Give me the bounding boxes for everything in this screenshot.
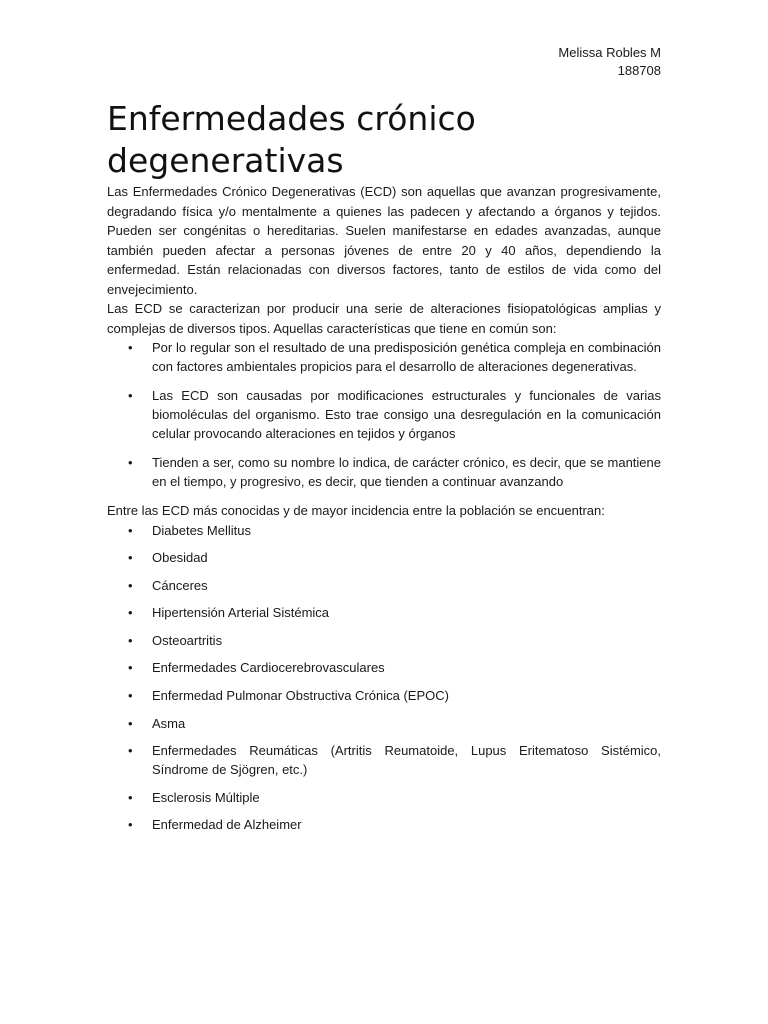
diseases-list [107,521,661,835]
characteristics-paragraph: Las ECD se caracterizan por producir una serie de alteraciones fisiopatológicas amplias y complejas de diversos tipos. Aquellas características que tiene en común son: [107,301,661,336]
list-item-text: Osteoartritis [152,632,223,648]
list-item-text: Hipertensión Arterial Sistémica [152,605,330,621]
list-item [107,338,661,376]
list-item [107,686,661,705]
list-item-text: Esclerosis Múltiple [152,789,260,805]
list-item-text: Tienden a ser, como su nombre lo indica, de carácter crónico, es decir, que se mantiene en el tiempo, y progresivo, es decir, que tienden a continuar avanzando [152,455,661,489]
list-item [107,815,661,834]
list-item [107,603,661,622]
bullet-icon: • [128,577,133,593]
bullet-icon: • [128,340,133,355]
list-item [107,576,661,595]
list-item [107,714,661,733]
document-title: Enfermedades crónico degenerativas [107,99,476,180]
author-name: Melissa Robles M [558,45,661,60]
bullet-icon: • [128,817,133,833]
list-item [107,548,661,567]
bullet-icon: • [128,715,133,731]
bullet-icon: • [128,550,133,566]
bullet-icon: • [128,660,133,676]
list-item-text: Las ECD son causadas por modificaciones estructurales y funcionales de varias biomoléculas del organismo. Esto trae consigo una desregulación en la comunicación celular provocando alteraciones en tejidos y órganos [152,388,661,441]
list-item [107,631,661,650]
list-item [107,521,661,540]
list-item-text: Obesidad [152,550,208,566]
list-item-text: Enfermedades Reumáticas (Artritis Reumatoide, Lupus Eritematoso Sistémico, Síndrome de Sjögren, etc.) [152,743,661,778]
list-item [107,386,661,443]
bullet-icon: • [128,522,133,538]
common-diseases-paragraph: Entre las ECD más conocidas y de mayor incidencia entre la población se encuentran: [107,503,605,518]
list-item [107,658,661,677]
list-item-text: Por lo regular son el resultado de una predisposición genética compleja en combinación con factores ambientales propicios para el desarrollo de alteraciones degenerativas. [152,340,661,374]
list-item [107,788,661,807]
characteristics-list [107,338,661,491]
list-item [107,453,661,491]
bullet-icon: • [128,632,133,648]
bullet-icon: • [128,455,133,470]
bullet-icon: • [128,688,133,704]
list-item-text: Cánceres [152,577,208,593]
intro-paragraph: Las Enfermedades Crónico Degenerativas (ECD) son aquellas que avanzan progresivamente, degradando física y/o mentalmente a quienes las padecen y afectando a órganos y tejidos. Pueden ser congénitas o hereditarias. Suelen manifestarse en edades avanzadas, aunque también pueden afectar a personas jóvenes de entre 20 y 40 años, dependiendo la enfermedad. Están relacionadas con diversos factores, tanto de estilos de vida como del envejecimiento. [107,184,661,297]
list-item-text: Asma [152,715,186,731]
bullet-icon: • [128,388,133,403]
author-id: 188708 [617,63,661,78]
author-block [107,44,661,80]
list-item [107,741,661,779]
list-item-text: Diabetes Mellitus [152,522,251,538]
bullet-icon: • [128,743,133,759]
list-item-text: Enfermedad de Alzheimer [152,817,302,833]
list-item-text: Enfermedades Cardiocerebrovasculares [152,660,385,676]
list-item-text: Enfermedad Pulmonar Obstructiva Crónica (EPOC) [152,688,449,704]
bullet-icon: • [128,605,133,621]
bullet-icon: • [128,789,133,805]
